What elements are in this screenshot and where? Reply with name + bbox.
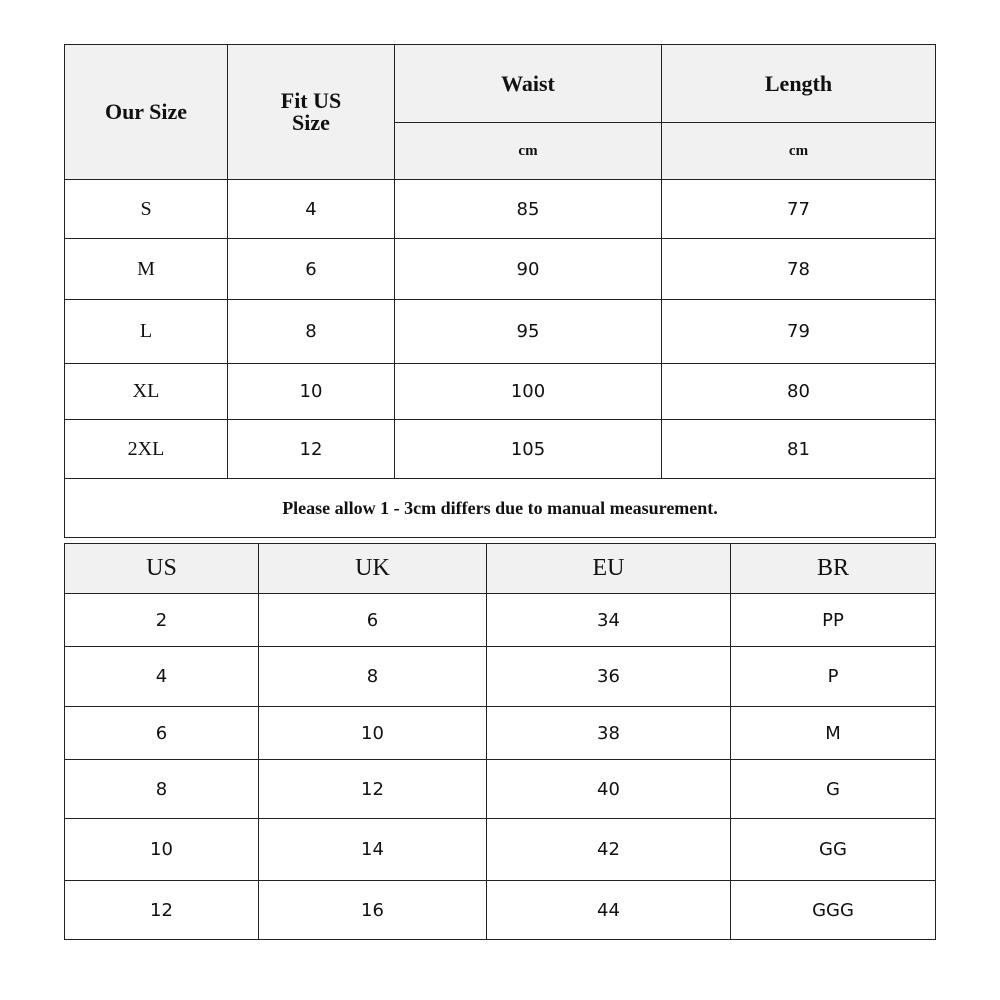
eu-cell: 40 — [487, 760, 731, 819]
header-waist: Waist — [395, 45, 662, 123]
header-br: BR — [731, 544, 936, 594]
our-size-cell: M — [65, 239, 228, 300]
fit-us-cell: 6 — [228, 239, 395, 300]
header-length: Length — [662, 45, 936, 123]
fit-us-cell: 4 — [228, 180, 395, 239]
header-uk: UK — [259, 544, 487, 594]
br-cell: GGG — [731, 881, 936, 940]
uk-cell: 8 — [259, 647, 487, 707]
size-conversion-table — [64, 543, 936, 940]
eu-cell: 44 — [487, 881, 731, 940]
waist-cell: 105 — [395, 420, 662, 479]
eu-cell: 34 — [487, 594, 731, 647]
measurement-note: Please allow 1 - 3cm differs due to manual measurement. — [65, 479, 936, 538]
our-size-cell: XL — [65, 364, 228, 420]
header-fit-us-size — [228, 45, 395, 180]
table-row — [65, 180, 936, 239]
waist-cell: 90 — [395, 239, 662, 300]
us-cell: 10 — [65, 819, 259, 881]
eu-cell: 42 — [487, 819, 731, 881]
header-eu: EU — [487, 544, 731, 594]
table-row — [65, 760, 936, 819]
us-cell: 2 — [65, 594, 259, 647]
br-cell: G — [731, 760, 936, 819]
table-row — [65, 881, 936, 940]
header-length-unit: cm — [662, 123, 936, 180]
br-cell: M — [731, 707, 936, 760]
table-row — [65, 364, 936, 420]
br-cell: GG — [731, 819, 936, 881]
uk-cell: 12 — [259, 760, 487, 819]
length-cell: 79 — [662, 300, 936, 364]
our-size-cell: L — [65, 300, 228, 364]
uk-cell: 14 — [259, 819, 487, 881]
length-cell: 81 — [662, 420, 936, 479]
length-cell: 78 — [662, 239, 936, 300]
table-row — [65, 819, 936, 881]
us-cell: 4 — [65, 647, 259, 707]
us-cell: 6 — [65, 707, 259, 760]
uk-cell: 16 — [259, 881, 487, 940]
waist-cell: 85 — [395, 180, 662, 239]
br-cell: P — [731, 647, 936, 707]
eu-cell: 38 — [487, 707, 731, 760]
fit-us-cell: 10 — [228, 364, 395, 420]
fit-us-cell: 12 — [228, 420, 395, 479]
eu-cell: 36 — [487, 647, 731, 707]
waist-cell: 95 — [395, 300, 662, 364]
table-row — [65, 239, 936, 300]
table-row — [65, 300, 936, 364]
header-fit-us-size-label: Fit US Size — [280, 88, 342, 135]
table-row — [65, 594, 936, 647]
waist-cell: 100 — [395, 364, 662, 420]
our-size-cell: S — [65, 180, 228, 239]
table-row — [65, 420, 936, 479]
uk-cell: 10 — [259, 707, 487, 760]
header-us: US — [65, 544, 259, 594]
br-cell: PP — [731, 594, 936, 647]
length-cell: 80 — [662, 364, 936, 420]
table-row — [65, 707, 936, 760]
our-size-cell: 2XL — [65, 420, 228, 479]
length-cell: 77 — [662, 180, 936, 239]
fit-us-cell: 8 — [228, 300, 395, 364]
uk-cell: 6 — [259, 594, 487, 647]
table-row — [65, 647, 936, 707]
header-waist-unit: cm — [395, 123, 662, 180]
us-cell: 8 — [65, 760, 259, 819]
size-chart-table — [64, 44, 936, 538]
us-cell: 12 — [65, 881, 259, 940]
header-our-size: Our Size — [65, 45, 228, 180]
